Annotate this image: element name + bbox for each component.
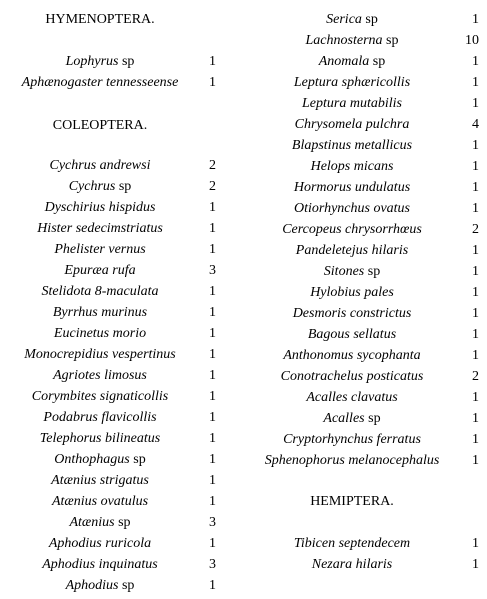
list-item [0, 387, 487, 408]
species-name: Epuræa rufa [64, 263, 136, 278]
species-count: 1 [472, 453, 479, 468]
list-item [0, 282, 487, 303]
list-item [0, 198, 487, 219]
list-item [0, 261, 487, 282]
species-count: 1 [209, 54, 216, 69]
list-item [0, 450, 487, 471]
species-count: 1 [472, 285, 479, 300]
species-name: Hister sedecimstriatus [37, 221, 163, 236]
species-count: 3 [209, 557, 216, 572]
species-count: 1 [209, 452, 216, 467]
list-item [0, 30, 487, 51]
species-suffix: sp [118, 179, 132, 194]
species-name: Hylobius pales [310, 285, 394, 300]
list-item [0, 303, 487, 324]
list-item [0, 240, 487, 261]
species-name: Bagous sellatus [307, 327, 397, 342]
heading-hymenoptera: HYMENOPTERA. [45, 12, 155, 27]
species-name: Cychrus andrewsi [49, 158, 151, 173]
species-count: 1 [209, 389, 216, 404]
species-name: Tibicen septendecem [293, 536, 411, 551]
species-name: Aphodius inquinatus [42, 557, 158, 572]
species-suffix: sp [365, 12, 378, 27]
species-name: Blapstinus metallicus [291, 138, 413, 153]
species-count: 4 [472, 117, 479, 132]
species-name: Acalles clavatus [306, 390, 398, 405]
species-name: Cychrus [68, 179, 116, 194]
species-count: 1 [209, 75, 216, 90]
species-name: Telephorus bilineatus [39, 431, 161, 446]
list-item [0, 72, 487, 93]
list-item [0, 177, 487, 198]
species-count: 1 [472, 96, 479, 111]
species-suffix: sp [368, 411, 381, 426]
species-suffix: sp [133, 452, 146, 467]
species-count: 1 [472, 557, 479, 572]
species-name: Desmoris constrictus [292, 306, 412, 321]
species-count: 1 [209, 200, 216, 215]
species-name: Cryptorhynchus ferratus [283, 432, 421, 447]
species-count: 1 [209, 536, 216, 551]
species-suffix: sp [118, 515, 131, 530]
list-item [0, 554, 487, 575]
species-count: 1 [209, 431, 216, 446]
species-name: Byrrhus murinus [52, 305, 148, 320]
species-name: Serica [326, 12, 362, 27]
species-name: Nezara hilaris [311, 557, 393, 572]
list-item [0, 114, 487, 135]
list-item [0, 345, 487, 366]
species-name: Aphænogaster tennesseense [21, 75, 179, 90]
species-name: Corymbites signaticollis [31, 389, 169, 404]
species-count: 2 [209, 179, 216, 194]
species-count: 1 [472, 536, 479, 551]
species-count: 1 [472, 348, 479, 363]
species-name: Anomala [318, 54, 370, 69]
species-name: Sitones [323, 264, 365, 279]
heading-hemiptera: HEMIPTERA. [310, 494, 394, 509]
species-name: Aphodius [65, 578, 119, 593]
species-count: 1 [209, 242, 216, 257]
species-name: Pandeletejus hilaris [295, 243, 409, 258]
list-item [0, 575, 487, 596]
species-name: Stelidota 8-maculata [41, 284, 159, 299]
list-item [0, 512, 487, 533]
species-count: 2 [209, 158, 216, 173]
species-count: 1 [472, 75, 479, 90]
species-name: Hormorus undulatus [293, 180, 411, 195]
species-count: 1 [472, 12, 479, 27]
list-item [0, 533, 487, 554]
species-name: Atænius ovatulus [51, 494, 149, 509]
species-name: Eucinetus morio [53, 326, 147, 341]
species-name: Helops micans [310, 159, 394, 174]
species-count: 1 [209, 221, 216, 236]
species-suffix: sp [386, 33, 399, 48]
species-suffix: sp [121, 578, 135, 593]
species-name: Otiorhynchus ovatus [293, 201, 410, 216]
list-item [0, 156, 487, 177]
list-item [0, 51, 487, 72]
species-name: Chrysomela pulchra [294, 117, 410, 132]
species-count: 1 [472, 264, 479, 279]
species-name: Podabrus flavicollis [43, 410, 157, 425]
list-item [0, 366, 487, 387]
species-name: Atænius strigatus [51, 473, 149, 488]
species-name: Leptura sphæricollis [293, 75, 411, 90]
list-item [0, 324, 487, 345]
species-count: 3 [209, 263, 216, 278]
heading-coleoptera: COLEOPTERA. [52, 118, 148, 133]
species-count: 1 [472, 159, 479, 174]
species-name: Phelister vernus [54, 242, 146, 257]
species-count: 1 [472, 243, 479, 258]
species-name: Dyschirius hispidus [44, 200, 156, 215]
species-suffix: sp [121, 54, 135, 69]
species-count: 1 [209, 284, 216, 299]
species-name: Anthonomus sycophanta [283, 348, 421, 363]
species-count: 1 [472, 390, 479, 405]
species-name: Lachnosterna [305, 33, 383, 48]
list-item [0, 470, 487, 491]
species-name: Onthophagus [54, 452, 130, 467]
species-name: Conotrachelus posticatus [280, 369, 424, 384]
species-name: Leptura mutabilis [302, 96, 402, 111]
species-count: 2 [472, 369, 479, 384]
species-count: 1 [472, 201, 479, 216]
list-item [0, 9, 487, 30]
species-count: 1 [472, 411, 479, 426]
list-item [0, 429, 487, 450]
species-count: 1 [209, 578, 216, 593]
species-count: 1 [472, 54, 479, 69]
species-count: 1 [209, 368, 216, 383]
species-count: 10 [465, 33, 479, 48]
species-name: Sphenophorus melanocephalus [264, 453, 440, 468]
species-name: Atænius [69, 515, 115, 530]
species-name: Monocrepidius vespertinus [24, 347, 176, 362]
species-count: 1 [209, 473, 216, 488]
species-name: Cercopeus chrysorrhœus [282, 222, 422, 237]
species-count: 2 [472, 222, 479, 237]
species-count: 1 [209, 494, 216, 509]
species-count: 1 [472, 327, 479, 342]
species-count: 1 [209, 410, 216, 425]
list-item [0, 135, 487, 156]
list-item [0, 93, 487, 114]
species-suffix: sp [372, 54, 386, 69]
species-count: 3 [209, 515, 216, 530]
species-name: Aphodius ruricola [48, 536, 152, 551]
species-count: 1 [472, 138, 479, 153]
species-count: 1 [209, 305, 216, 320]
list-item [0, 219, 487, 240]
species-suffix: sp [367, 264, 381, 279]
species-count: 1 [472, 180, 479, 195]
species-name: Lophyrus [65, 54, 119, 69]
species-count: 1 [472, 432, 479, 447]
list-item [0, 408, 487, 429]
species-count: 1 [209, 326, 216, 341]
species-count: 1 [472, 306, 479, 321]
species-count: 1 [209, 347, 216, 362]
species-name: Acalles [323, 411, 365, 426]
species-name: Agriotes limosus [53, 368, 147, 383]
